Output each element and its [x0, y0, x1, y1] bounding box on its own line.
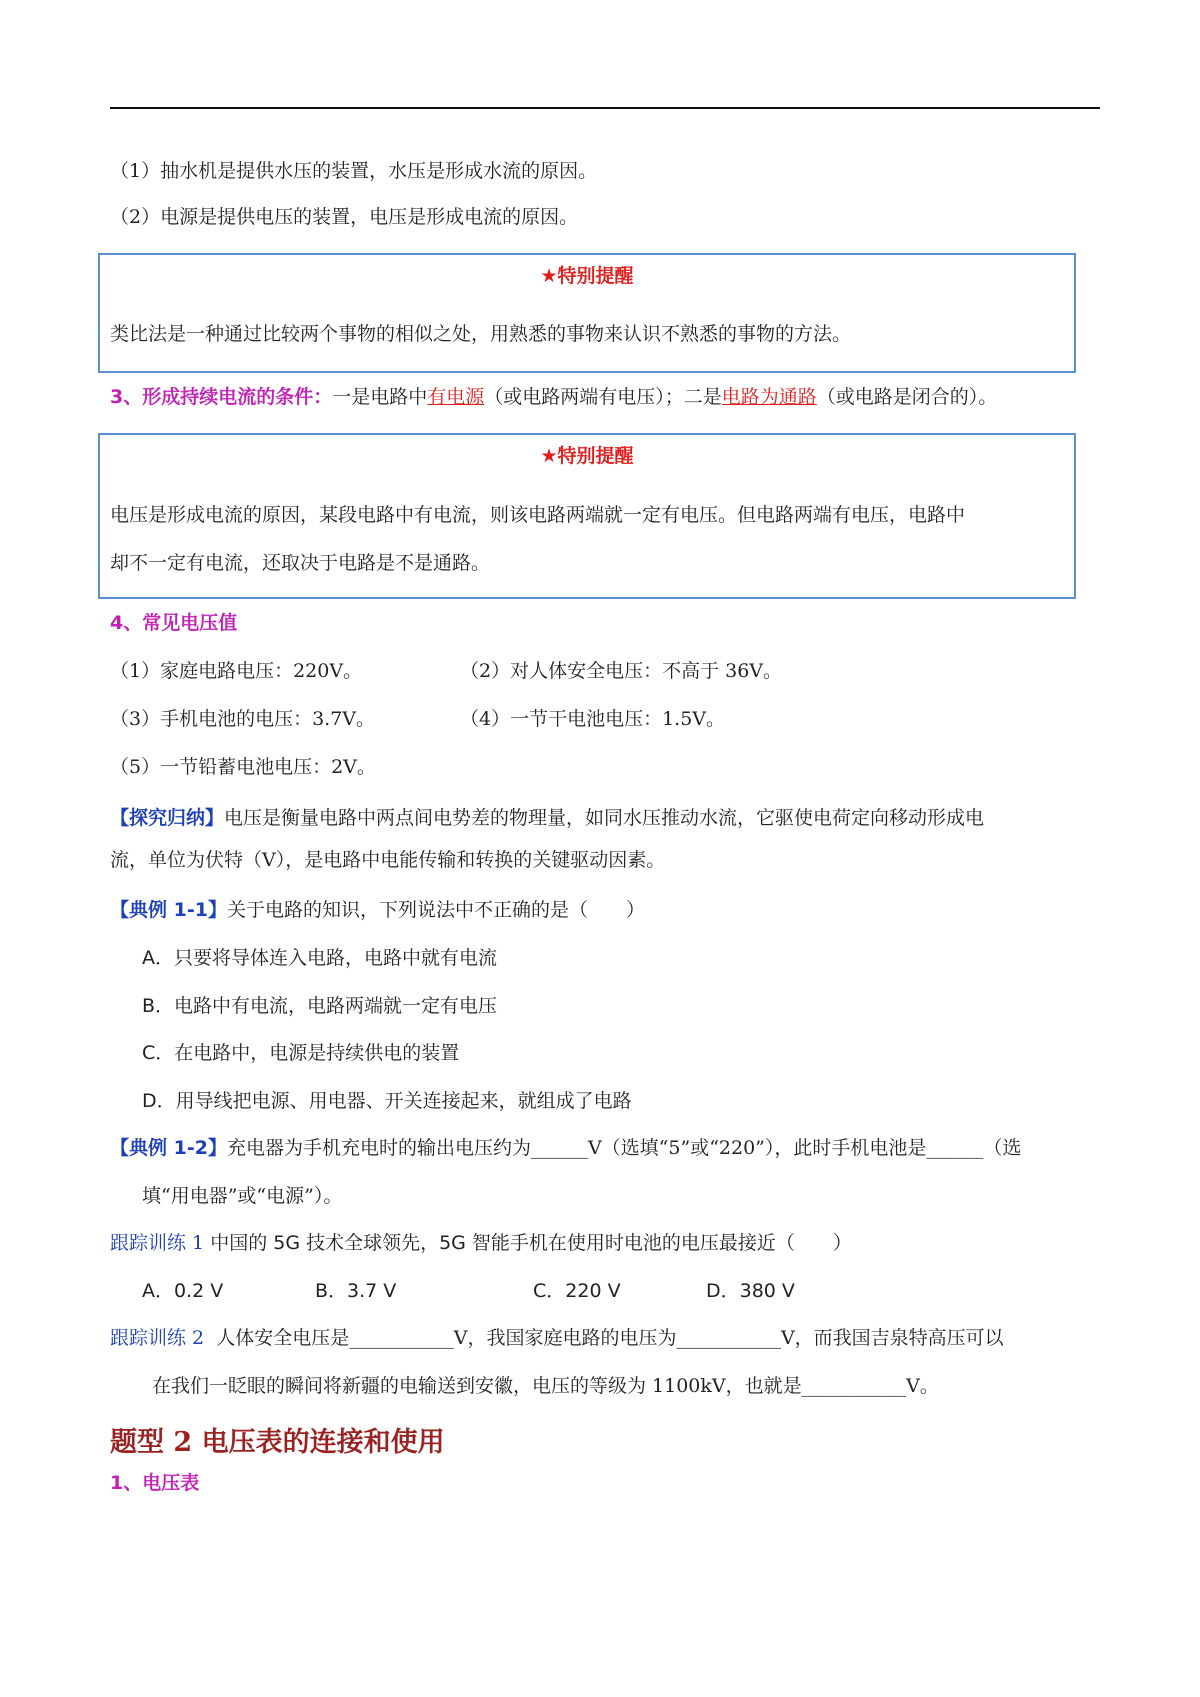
track-2-line-1	[110, 1325, 1004, 1351]
example-1-1-question	[110, 897, 645, 923]
option-b: B．3.7 V	[315, 1280, 397, 1302]
example-question: 关于电路的知识，下列说法中不正确的是（ ）	[226, 899, 645, 921]
example-tag: 【典例 1-2】	[110, 1137, 227, 1159]
voltage-item: （2）对人体安全电压：不高于 36V。	[460, 660, 783, 682]
condition-heading: 3、形成持续电流的条件：	[110, 386, 333, 408]
summary-tag: 【探究归纳】	[110, 807, 225, 829]
condition-highlight-1: 有电源	[427, 386, 485, 408]
option-d: D．用导线把电源、用电器、开关连接起来，就组成了电路	[142, 1090, 632, 1112]
option-c: C．在电路中，电源是持续供电的装置	[142, 1042, 460, 1064]
example-1-2-line-1	[110, 1135, 1021, 1161]
track-tag: 跟踪训练 2	[110, 1327, 205, 1349]
condition-text-2: （或电路两端有电压）；二是	[484, 386, 722, 408]
voltage-item: （3）手机电池的电压：3.7V。	[110, 708, 376, 730]
summary-text: 电压是衡量电路中两点间电势差的物理量，如同水压推动水流，它驱使电荷定向移动形成电	[224, 807, 985, 829]
reminder-title: ★特别提醒	[540, 445, 634, 467]
current-condition	[110, 384, 997, 410]
common-voltage-heading: 4、常见电压值	[110, 612, 238, 634]
condition-text-1: 一是电路中	[332, 386, 428, 408]
reminder-text-line-1: 电压是形成电流的原因，某段电路中有电流，则该电路两端就一定有电压。但电路两端有电压，电路中	[110, 504, 966, 526]
option-b: B．电路中有电流，电路两端就一定有电压	[142, 995, 498, 1017]
condition-text-3: （或电路是闭合的）。	[816, 386, 998, 408]
option-c: C．220 V	[533, 1280, 621, 1302]
track-1-question	[110, 1230, 852, 1256]
track-2-line-2: 在我们一眨眼的瞬间将新疆的电输送到安徽，电压的等级为 1100kV，也就是___________V。	[152, 1375, 939, 1397]
example-text: 充电器为手机充电时的输出电压约为______V（选填“5”或“220”），此时手机电池是______（选	[226, 1137, 1022, 1159]
summary-line-1	[110, 805, 984, 831]
option-d: D．380 V	[706, 1280, 795, 1302]
reminder-box-2	[98, 433, 1076, 599]
analogy-line-1: （1）抽水机是提供水压的装置，水压是形成水流的原因。	[110, 160, 598, 182]
reminder-title: ★特别提醒	[540, 265, 634, 287]
track-question: 中国的 5G 技术全球领先，5G 智能手机在使用时电池的电压最接近（ ）	[210, 1232, 852, 1254]
track-text: 人体安全电压是___________V，我国家庭电路的电压为___________V，而我国吉泉特高压可以	[216, 1327, 1004, 1349]
option-a: A．0.2 V	[142, 1280, 224, 1302]
reminder-text: 类比法是一种通过比较两个事物的相似之处，用熟悉的事物来认识不熟悉的事物的方法。	[110, 323, 852, 345]
reminder-text-line-2: 却不一定有电流，还取决于电路是不是通路。	[110, 552, 491, 574]
section-subheading: 1、电压表	[110, 1472, 200, 1494]
summary-line-2: 流，单位为伏特（V），是电路中电能传输和转换的关键驱动因素。	[110, 849, 666, 871]
voltage-item: （4）一节干电池电压：1.5V。	[460, 708, 726, 730]
analogy-line-2: （2）电源是提供电压的装置，电压是形成电流的原因。	[110, 206, 579, 228]
voltage-item: （5）一节铅蓄电池电压：2V。	[110, 756, 376, 778]
option-a: A．只要将导体连入电路，电路中就有电流	[142, 947, 497, 969]
header-rule	[110, 107, 1100, 109]
example-tag: 【典例 1-1】	[110, 899, 227, 921]
example-1-2-line-2: 填“用电器”或“电源”）。	[142, 1185, 343, 1207]
track-tag: 跟踪训练 1	[110, 1232, 205, 1254]
reminder-box-1	[98, 253, 1076, 373]
voltage-item: （1）家庭电路电压：220V。	[110, 660, 363, 682]
condition-highlight-2: 电路为通路	[721, 386, 817, 408]
section-title: 题型 2 电压表的连接和使用	[110, 1427, 445, 1458]
